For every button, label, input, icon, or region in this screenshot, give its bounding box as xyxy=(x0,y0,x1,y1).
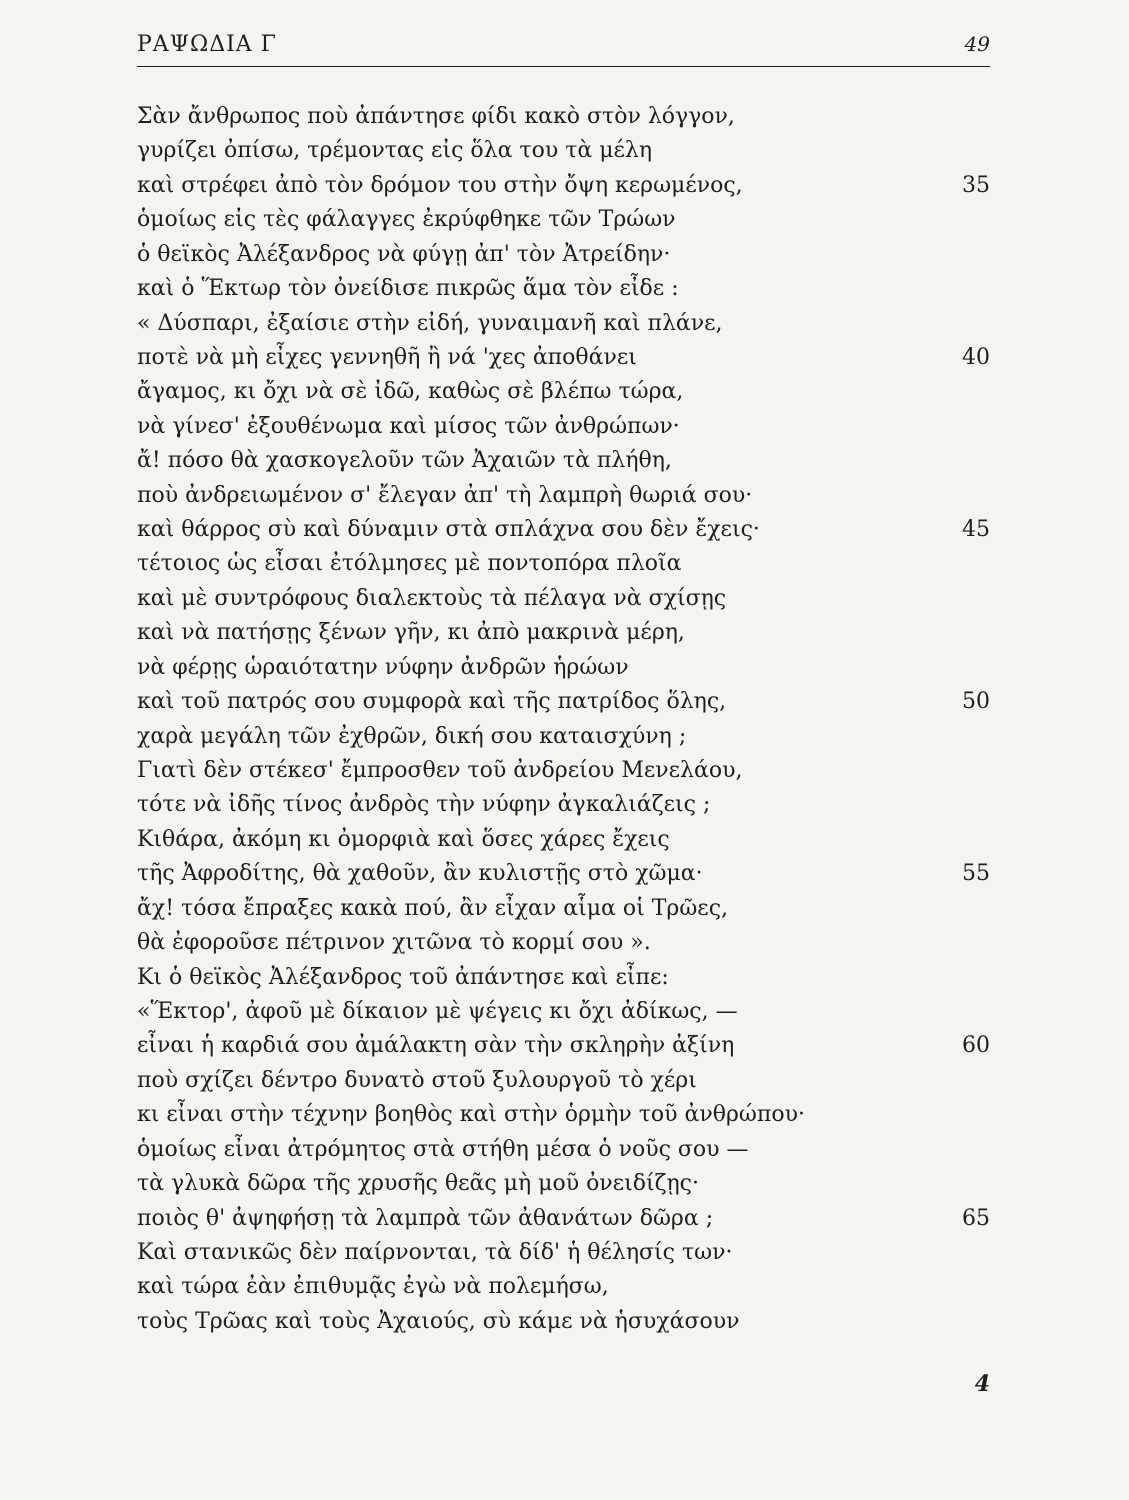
line-number: 55 xyxy=(962,861,990,887)
verse-line xyxy=(137,1064,990,1098)
verse-line xyxy=(137,788,990,822)
verse-text: ποὺ σχίζει δέντρο δυνατὸ στοῦ ξυλουργοῦ τὸ χέρι xyxy=(137,1067,697,1093)
verse-line xyxy=(137,1270,990,1304)
verse-text: ὁμοίως εἶναι ἀτρόμητος στὰ στήθη μέσα ὁ νοῦς σου — xyxy=(137,1136,749,1162)
verse-line xyxy=(137,1305,990,1339)
verse-text: ποὺ ἀνδρειωμένον σ' ἔλεγαν ἀπ' τὴ λαμπρὴ θωριά σου· xyxy=(137,482,753,508)
verse-text: Κι ὁ θεϊκὸς Ἀλέξανδρος τοῦ ἀπάντησε καὶ εἶπε: xyxy=(137,964,669,990)
page-number: 49 xyxy=(964,32,990,56)
verse-line xyxy=(137,1098,990,1132)
verse-line xyxy=(137,238,990,272)
verse-text: χαρὰ μεγάλη τῶν ἐχθρῶν, δική σου καταισχύνη ; xyxy=(137,723,687,749)
verse-text: « Δύσπαρι, ἐξαίσιε στὴν εἰδή, γυναιμανῆ καὶ πλάνε, xyxy=(137,310,723,336)
verse-text: καὶ μὲ συντρόφους διαλεκτοὺς τὰ πέλαγα νὰ σχίσῃς xyxy=(137,585,727,611)
verse-line xyxy=(137,307,990,341)
verse-text: Γιατὶ δὲν στέκεσ' ἔμπροσθεν τοῦ ἀνδρείου Μενελάου, xyxy=(137,758,743,784)
verse-line xyxy=(137,582,990,616)
verse-text: ἄ! πόσο θὰ χασκογελοῦν τῶν Ἀχαιῶν τὰ πλήθη, xyxy=(137,448,672,474)
verse-line xyxy=(137,1029,990,1063)
verse-line xyxy=(137,513,990,547)
verse-line xyxy=(137,547,990,581)
verse-text: εἶναι ἡ καρδιά σου ἀμάλακτη σὰν τὴν σκληρὴν ἀξίνη xyxy=(137,1033,735,1059)
verse-line xyxy=(137,823,990,857)
verse-text: νὰ γίνεσ' ἐξουθένωμα καὶ μίσος τῶν ἀνθρώπων· xyxy=(137,413,680,439)
verse-line xyxy=(137,857,990,891)
verse-line xyxy=(137,651,990,685)
verse-line xyxy=(137,100,990,134)
verse-line xyxy=(137,203,990,237)
verse-text: καὶ τώρα ἐὰν ἐπιθυμᾷς ἐγὼ νὰ πολεμήσω, xyxy=(137,1274,609,1300)
verse-line xyxy=(137,479,990,513)
verse-line xyxy=(137,169,990,203)
verse-text: ἄχ! τόσα ἔπραξες κακὰ πού, ἂν εἶχαν αἷμα οἱ Τρῶες, xyxy=(137,895,729,921)
running-title: ΡΑΨΩΔΙΑ Γ xyxy=(137,32,277,57)
line-number: 50 xyxy=(962,689,990,715)
verse-text: Κιθάρα, ἀκόμη κι ὀμορφιὰ καὶ ὅσες χάρες ἔχεις xyxy=(137,826,670,852)
verse-text: ἄγαμος, κι ὄχι νὰ σὲ ἰδῶ, καθὼς σὲ βλέπω τώρα, xyxy=(137,379,684,405)
line-number: 35 xyxy=(962,172,990,198)
verse-text: θὰ ἐφοροῦσε πέτρινον χιτῶνα τὸ κορμί σου ». xyxy=(137,930,651,956)
line-number: 65 xyxy=(962,1205,990,1231)
verse-text: γυρίζει ὀπίσω, τρέμοντας εἰς ὅλα του τὰ μέλη xyxy=(137,138,653,164)
verse-text: ὁμοίως εἰς τὲς φάλαγγες ἐκρύφθηκε τῶν Τρώων xyxy=(137,207,676,233)
verse-line xyxy=(137,685,990,719)
verse-text: τὰ γλυκὰ δῶρα τῆς χρυσῆς θεᾶς μὴ μοῦ ὀνειδίζῃς· xyxy=(137,1171,699,1197)
verse-text: Σὰν ἄνθρωπος ποὺ ἀπάντησε φίδι κακὸ στὸν λόγγον, xyxy=(137,104,735,129)
signature-mark: 4 xyxy=(974,1371,990,1397)
verse-line xyxy=(137,616,990,650)
verse-text: νὰ φέρῃς ὡραιότατην νύφην ἀνδρῶν ἡρώων xyxy=(137,654,629,680)
verse-line xyxy=(137,410,990,444)
verse-line xyxy=(137,961,990,995)
verse-line xyxy=(137,892,990,926)
verse-text: τοὺς Τρῶας καὶ τοὺς Ἀχαιούς, σὺ κάμε νὰ ἡσυχάσουν xyxy=(137,1308,740,1334)
verse-line xyxy=(137,134,990,168)
verse-line xyxy=(137,1133,990,1167)
verse-line xyxy=(137,444,990,478)
verse-line xyxy=(137,720,990,754)
verse-line xyxy=(137,1236,990,1270)
verse-line xyxy=(137,375,990,409)
verse-line xyxy=(137,754,990,788)
verse-line xyxy=(137,995,990,1029)
verse-line xyxy=(137,926,990,960)
verse-text: ὁ θεϊκὸς Ἀλέξανδρος νὰ φύγῃ ἀπ' τὸν Ἀτρείδην· xyxy=(137,241,671,267)
verse-text: καὶ στρέφει ἀπὸ τὸν δρόμον του στὴν ὄψη κερωμένος, xyxy=(137,172,743,198)
verse-line xyxy=(137,272,990,306)
line-number: 60 xyxy=(962,1033,990,1059)
verse-line xyxy=(137,1202,990,1236)
line-number: 40 xyxy=(962,344,990,370)
header-rule xyxy=(137,66,990,67)
verse-text: τότε νὰ ἰδῆς τίνος ἀνδρὸς τὴν νύφην ἀγκαλιάζεις ; xyxy=(137,792,711,818)
verse-line xyxy=(137,1167,990,1201)
verse-text: τῆς Ἀφροδίτης, θὰ χαθοῦν, ἂν κυλιστῇς στὸ χῶμα· xyxy=(137,861,703,887)
verse-text: ποτὲ νὰ μὴ εἶχες γεννηθῆ ἢ νά 'χες ἀποθάνει xyxy=(137,344,637,370)
page-header xyxy=(137,28,990,64)
verse-line xyxy=(137,341,990,375)
verse-text: «Ἕκτορ', ἀφοῦ μὲ δίκαιον μὲ ψέγεις κι ὄχι ἀδίκως, — xyxy=(137,998,738,1024)
verse-text: τέτοιος ὡς εἶσαι ἐτόλμησες μὲ ποντοπόρα πλοῖα xyxy=(137,551,682,577)
line-number: 45 xyxy=(962,517,990,543)
verse-block xyxy=(137,100,990,1339)
verse-text: Καὶ στανικῶς δὲν παίρνονται, τὰ δίδ' ἡ θέλησίς των· xyxy=(137,1239,733,1265)
verse-text: καὶ νὰ πατήσῃς ξένων γῆν, κι ἀπὸ μακρινὰ μέρη, xyxy=(137,620,685,646)
verse-text: καὶ ὁ Ἕκτωρ τὸν ὀνείδισε πικρῶς ἅμα τὸν εἶδε : xyxy=(137,276,679,302)
verse-text: ποιὸς θ' ἀψηφήσῃ τὰ λαμπρὰ τῶν ἀθανάτων δῶρα ; xyxy=(137,1205,714,1231)
verse-text: κι εἶναι στὴν τέχνην βοηθὸς καὶ στὴν ὁρμὴν τοῦ ἀνθρώπου· xyxy=(137,1102,805,1128)
verse-text: καὶ θάρρος σὺ καὶ δύναμιν στὰ σπλάχνα σου δὲν ἔχεις· xyxy=(137,517,760,543)
verse-text: καὶ τοῦ πατρός σου συμφορὰ καὶ τῆς πατρίδος ὅλης, xyxy=(137,689,727,715)
